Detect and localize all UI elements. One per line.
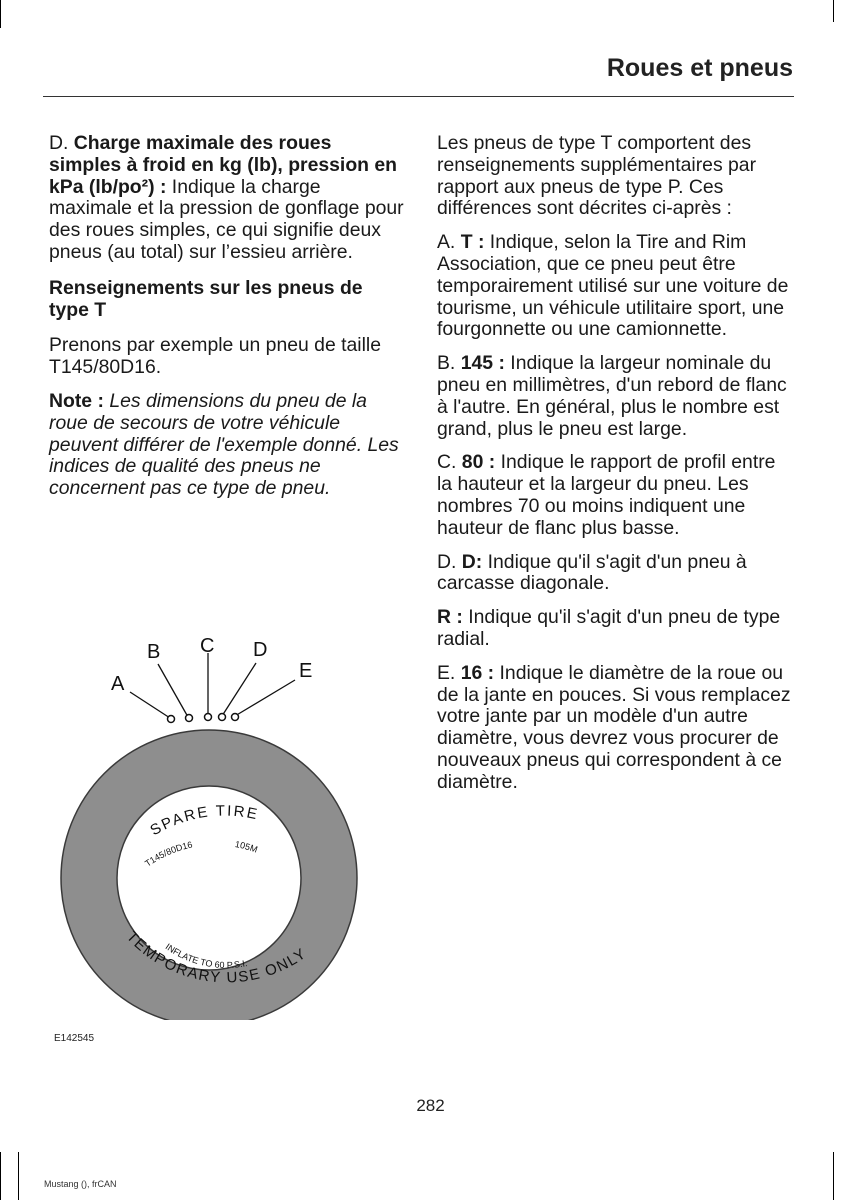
list-item: D. D: Indique qu'il s'agit d'un pneu à carcasse diagonale.: [437, 550, 747, 595]
list-item: B. 145 : Indique la largeur nominale du pneu en millimètres, d'un rebord de flanc à l'autre. En général, plus le nombre est grand, plus le pneu est large.: [437, 352, 787, 440]
crop-mark: [0, 0, 1, 28]
note-label: Note :: [49, 389, 104, 412]
crop-mark: [833, 0, 834, 22]
intro-paragraph: Les pneus de type T comportent des renseignements supplémentaires par rapport aux pneus de type P. Ces différences sont décrites ci-après :: [437, 132, 757, 220]
right-column: [437, 133, 793, 806]
list-item: R : Indique qu'il s'agit d'un pneu de type radial.: [437, 606, 781, 650]
note-text: Les dimensions du pneu de la roue de secours de votre véhicule peuvent différer de l'exemple donné. Les indices de qualité des pneus ne concernent pas ce type de pneu.: [49, 389, 399, 500]
left-column: [49, 133, 405, 512]
callout-dot-c: [205, 714, 212, 721]
item-text: Indique la charge maximale et la pression de gonflage pour des roues simples, ce qui signifie deux pneus (au total) sur l’essieu arrière.: [49, 175, 404, 263]
crop-mark: [833, 1152, 834, 1200]
callout-line-b: [158, 664, 188, 717]
header-divider: [43, 96, 794, 97]
note: [49, 391, 405, 500]
callout-line-d: [222, 663, 256, 716]
tire-inflate-text: INFLATE TO 60 P.S.I.: [163, 941, 249, 971]
crop-mark: [0, 1152, 1, 1200]
figure-code: E142545: [54, 1033, 95, 1044]
tire-bottom-text: TEMPORARY USE ONLY: [122, 928, 311, 987]
tire-top-text: SPARE TIRE: [147, 802, 261, 840]
callout-label-a: A: [111, 673, 125, 695]
page-title: Roues et pneus: [606, 54, 793, 82]
callout-dot-a: [168, 716, 175, 723]
tire-size-text: T145/80D16: [143, 839, 194, 869]
callout-label-b: B: [147, 641, 161, 663]
callout-dot-b: [186, 715, 193, 722]
tire-illustration: [60, 620, 360, 1020]
callout-label-d: D: [253, 639, 268, 661]
crop-mark: [18, 1152, 19, 1200]
list-item: C. 80 : Indique le rapport de profil entre la hauteur et la largeur du pneu. Les nombres 70 ou moins indiquent une hauteur de flanc plus basse.: [437, 451, 776, 539]
page-number: 282: [416, 1096, 445, 1115]
section-heading: Renseignements sur les pneus de type T: [49, 276, 363, 321]
list-item: A. T : Indique, selon la Tire and Rim Association, que ce pneu peut être temporairement utilisé sur une voiture de tourisme, un véhicule utilitaire sport, une fourgonnette ou une camionnette.: [437, 231, 789, 341]
callout-dot-e: [232, 714, 239, 721]
item-term: Charge maximale des roues simples à froid en kg (lb), pression en kPa (lb/po²) :: [49, 132, 398, 198]
example-paragraph: Prenons par exemple un pneu de taille T145/80D16.: [49, 334, 382, 379]
definition-d: [49, 133, 405, 264]
callout-dot-d: [219, 714, 226, 721]
document-info: Mustang (), frCAN: [44, 1179, 117, 1189]
list-item: E. 16 : Indique le diamètre de la roue ou de la jante en pouces. Si vous remplacez votre jante par un modèle d'un autre diamètre, vous devrez vous procurer de nouveaux pneus qui correspondent à ce diamètre.: [437, 661, 791, 793]
tire-load-text: 105M: [234, 838, 259, 855]
callout-label-e: E: [299, 660, 313, 682]
callout-label-c: C: [200, 635, 215, 657]
tire-sidewall-figure: [60, 620, 360, 1020]
callout-line-e: [235, 680, 295, 716]
item-prefix: D.: [49, 132, 74, 154]
